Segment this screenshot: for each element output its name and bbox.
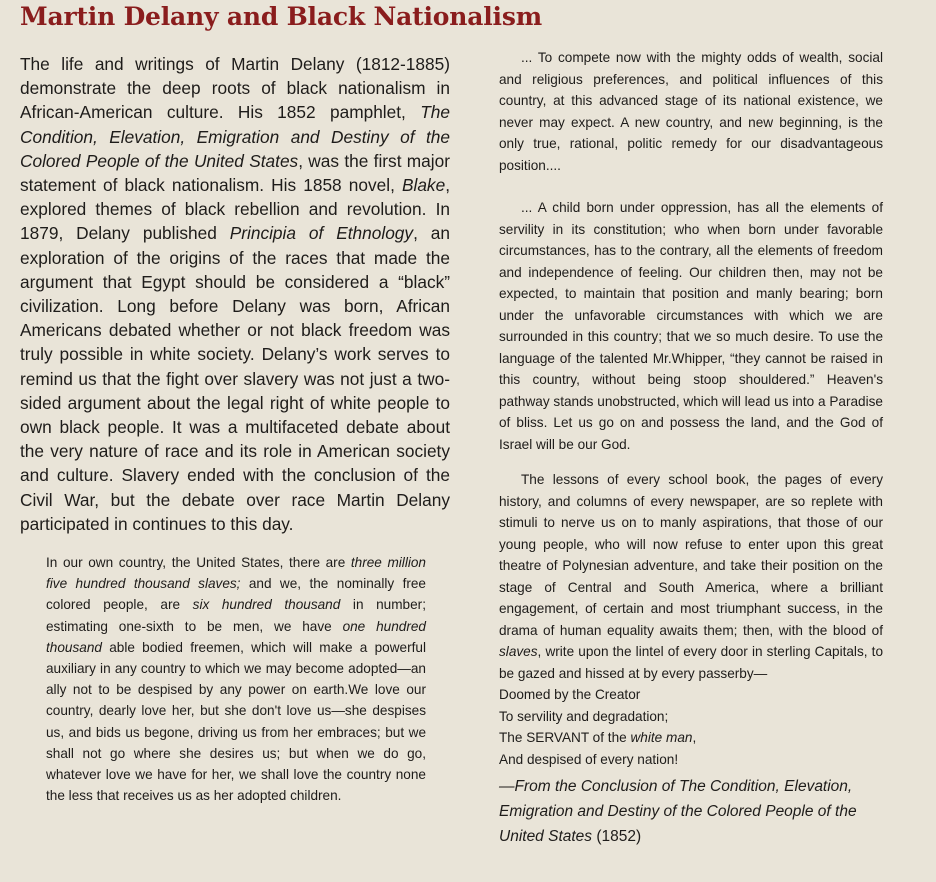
citation-prefix: —From the Conclusion of bbox=[499, 778, 680, 795]
poem-line-1: Doomed by the Creator bbox=[499, 687, 641, 702]
intro-text-2: , was the first major statement of black nationalism. His 1858 novel, bbox=[20, 150, 450, 196]
quote-text-a: In our own country, the United States, there are bbox=[46, 555, 351, 571]
right-paragraph-2: ... A child born under oppression, has all the elements of servility in its constitution; who when born under favorable circumstances, has to the contrary, all the elements of freedom and independence of feeling. Our children then, may not be expected, to maintain that position and manly bearing; born under the unfavorable circumstances with which we are surrounded in this country; that we so much desire. To use the language of the talented Mr.Whipper, “they cannot be raised in this country, without being stoop shouldered.” Heaven's pathway stands unobstructed, which will lead us into a Paradise of bliss. Let us go on and possess the land, and the God of Israel will be our God. bbox=[499, 200, 883, 452]
poem-3c: , bbox=[692, 730, 697, 745]
intro-text-3: , explored themes of black rebellion and revolution. In 1879, Delany published bbox=[20, 175, 450, 244]
left-quote bbox=[46, 552, 426, 806]
poem-3a: The SERVANT of the bbox=[499, 730, 631, 745]
p3-text-a: The lessons of every school book, the pages of every history, and columns of every newspaper, are so replete with stimuli to nerve us on to manly aspirations, that those of our young people, who will now refuse to enter upon this great theatre of Polynesian adventure, and take their position on the stage of Central and South America, where a brilliant engagement, of certain and most triumphant success, in the drama of human equality awaits them; then, with the blood of bbox=[499, 472, 883, 638]
citation-title: The Condition, Elevation, Emigration and Destiny of the Colored People of the United States bbox=[499, 778, 857, 845]
quote-text-c: and we, the nominally free colored people, are bbox=[46, 576, 426, 613]
left-quote-paragraph bbox=[46, 552, 426, 806]
quote-text-g: able bodied freemen, which will make a powerful auxiliary in any country to which we may become adopted—an ally not to be despised by any power on earth.We love our country, dearly love her, but she don't love us—she despises us, and bids us begone, driving us from her embraces; but we shall not go where she desires us; but when we do go, whatever love we have for her, we shall love the country none the less that receives us as her adopted children. bbox=[46, 639, 426, 804]
p3-emph-slaves: slaves bbox=[499, 644, 538, 659]
intro-paragraph bbox=[20, 52, 450, 536]
right-paragraph-1: ... To compete now with the mighty odds of wealth, social and religious preferences, and political influences of this country, at this advanced stage of its national existence, we never may expect. A new country, and new beginning, is the only true, rational, politic remedy for our disadvantageous position.... bbox=[499, 50, 883, 173]
quote-text-e: in number; estimating one-sixth to be men, we have bbox=[46, 597, 426, 634]
poem-line-2: To servility and degradation; bbox=[499, 708, 669, 724]
novel-title: Blake bbox=[401, 175, 446, 196]
poem-line-3 bbox=[499, 727, 883, 749]
quote-emph-b: three million five hundred thousand slaves; bbox=[46, 555, 426, 592]
page-title: Martin Delany and Black Nationalism bbox=[20, 2, 542, 31]
pamphlet-title: The Condition, Elevation, Emigration and Destiny of the Colored People of the United States bbox=[20, 102, 450, 171]
p3-text-c: , write upon the lintel of every door in sterling Capitals, to be gazed and hissed at by every passerby— bbox=[499, 644, 883, 681]
right-column bbox=[499, 47, 883, 849]
left-column bbox=[20, 52, 450, 807]
poem-3b: white man bbox=[630, 730, 693, 745]
citation bbox=[499, 774, 883, 849]
poem-line-4: And despised of every nation! bbox=[499, 751, 679, 767]
quote-emph-d: six hundred thousand bbox=[192, 597, 341, 613]
quote-emph-f: one hundred thousand bbox=[46, 618, 426, 655]
right-paragraph-3 bbox=[499, 469, 883, 684]
citation-year: (1852) bbox=[592, 828, 642, 845]
intro-text-4: , an exploration of the origins of the races that made the argument that Egypt should be considered a “black” civilization. Long before Delany was born, African Americans debated whether or not black freedom was truly possible in white society. Delany’s work serves to remind us that the fight over slavery was not just a two-sided argument about the legal right of white people to own black people. It was a multifaceted debate about the very nature of race and its role in American society and culture. Slavery ended with the conclusion of the Civil War, but the debate over race Martin Delany participated in continues to this day. bbox=[20, 223, 450, 534]
principia-title: Principia of Ethnology bbox=[229, 223, 414, 244]
intro-text-1: The life and writings of Martin Delany (1812-1885) demonstrate the deep roots of black nationalism in African-American culture. His 1852 pamphlet, bbox=[20, 54, 450, 123]
